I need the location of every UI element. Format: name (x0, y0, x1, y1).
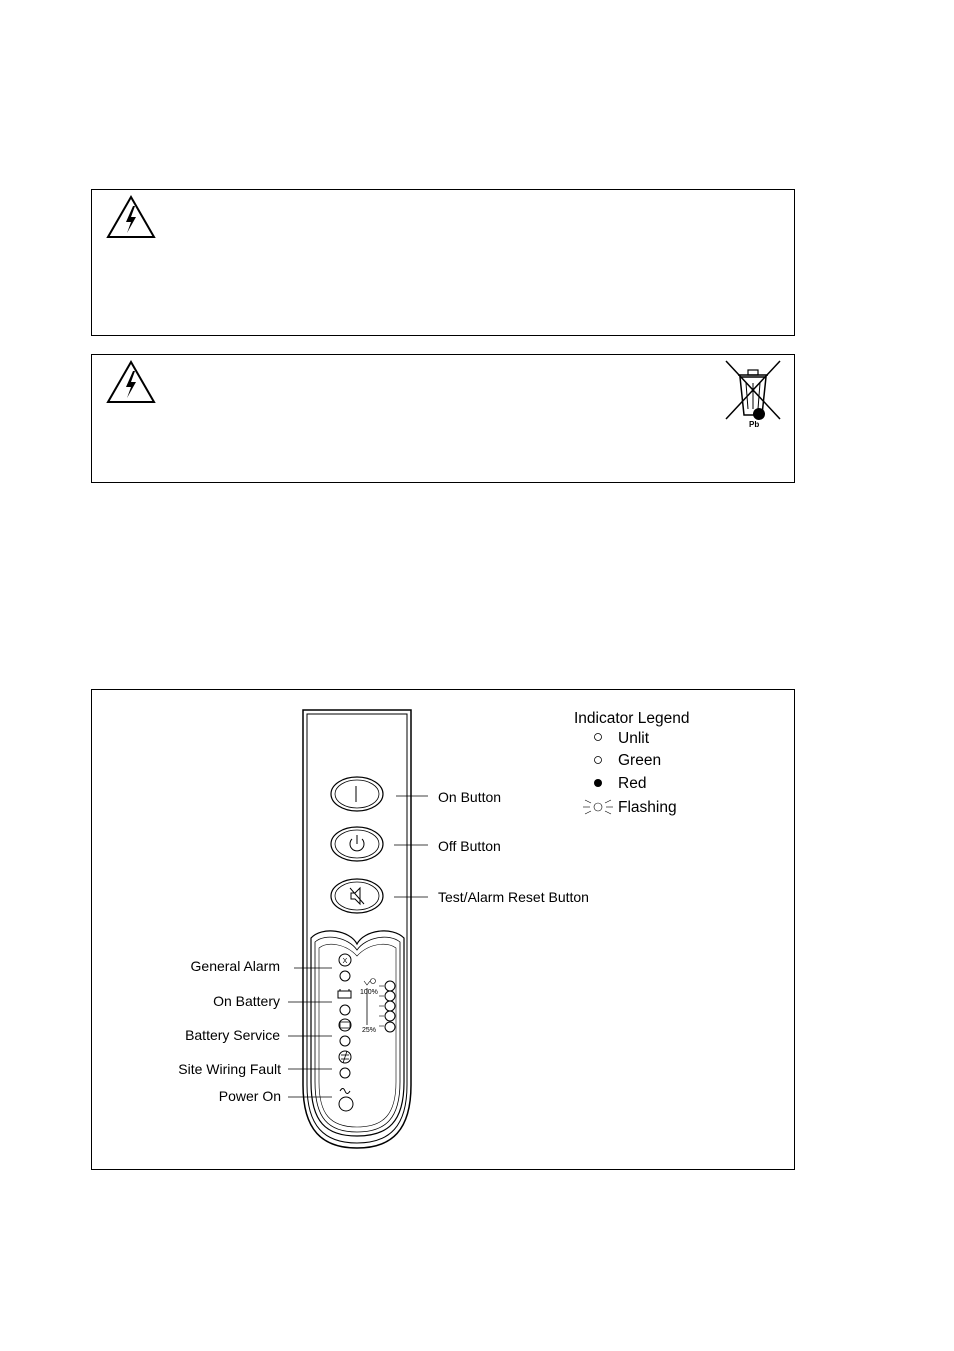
legend-flashing-symbol (583, 800, 613, 814)
battery-service-led (340, 1036, 350, 1046)
site-wiring-fault-label: Site Wiring Fault (178, 1061, 281, 1077)
alarm-icon (339, 954, 351, 966)
test-alarm-reset-button-label: Test/Alarm Reset Button (438, 889, 589, 905)
general-alarm-led (340, 971, 350, 981)
battery-service-icon (339, 1019, 351, 1031)
legend-red-label: Red (618, 775, 647, 792)
wiring-fault-icon (339, 1051, 351, 1063)
recycle-mark-label: Pb (749, 420, 760, 429)
on-battery-led (340, 1005, 350, 1015)
general-alarm-label: General Alarm (190, 958, 280, 974)
on-button[interactable] (331, 777, 383, 811)
legend-title: Indicator Legend (574, 710, 690, 727)
front-panel-diagram (91, 689, 795, 1170)
test-alarm-reset-button[interactable] (331, 879, 383, 913)
battery-service-label: Battery Service (185, 1027, 280, 1043)
off-button-label: Off Button (438, 838, 501, 854)
on-button-label: On Button (438, 789, 502, 805)
warning-box-2 (91, 354, 795, 483)
power-on-led (339, 1097, 353, 1111)
bar-graph-top-label: 100% (360, 989, 378, 996)
front-panel-drawing (92, 690, 796, 1171)
load-bar-graph (364, 979, 395, 1033)
ac-sine-icon (340, 1089, 350, 1094)
off-button[interactable] (331, 827, 383, 861)
legend-unlit-label: Unlit (618, 730, 650, 747)
high-voltage-warning-icon (106, 360, 156, 404)
bar-graph-bottom-label: 25% (362, 1027, 377, 1034)
site-wiring-fault-led (340, 1068, 350, 1078)
battery-icon (338, 989, 351, 998)
high-voltage-warning-icon (106, 195, 156, 239)
warning-box-1 (91, 189, 795, 336)
svg-text:X: X (342, 958, 348, 965)
legend-green-label: Green (618, 752, 662, 769)
legend-red-symbol (594, 779, 602, 787)
legend-green-symbol (595, 757, 602, 764)
on-battery-label: On Battery (213, 993, 280, 1009)
power-on-label: Power On (218, 1088, 281, 1104)
legend-flashing-label: Flashing (618, 799, 677, 816)
legend-unlit-symbol (595, 734, 602, 741)
